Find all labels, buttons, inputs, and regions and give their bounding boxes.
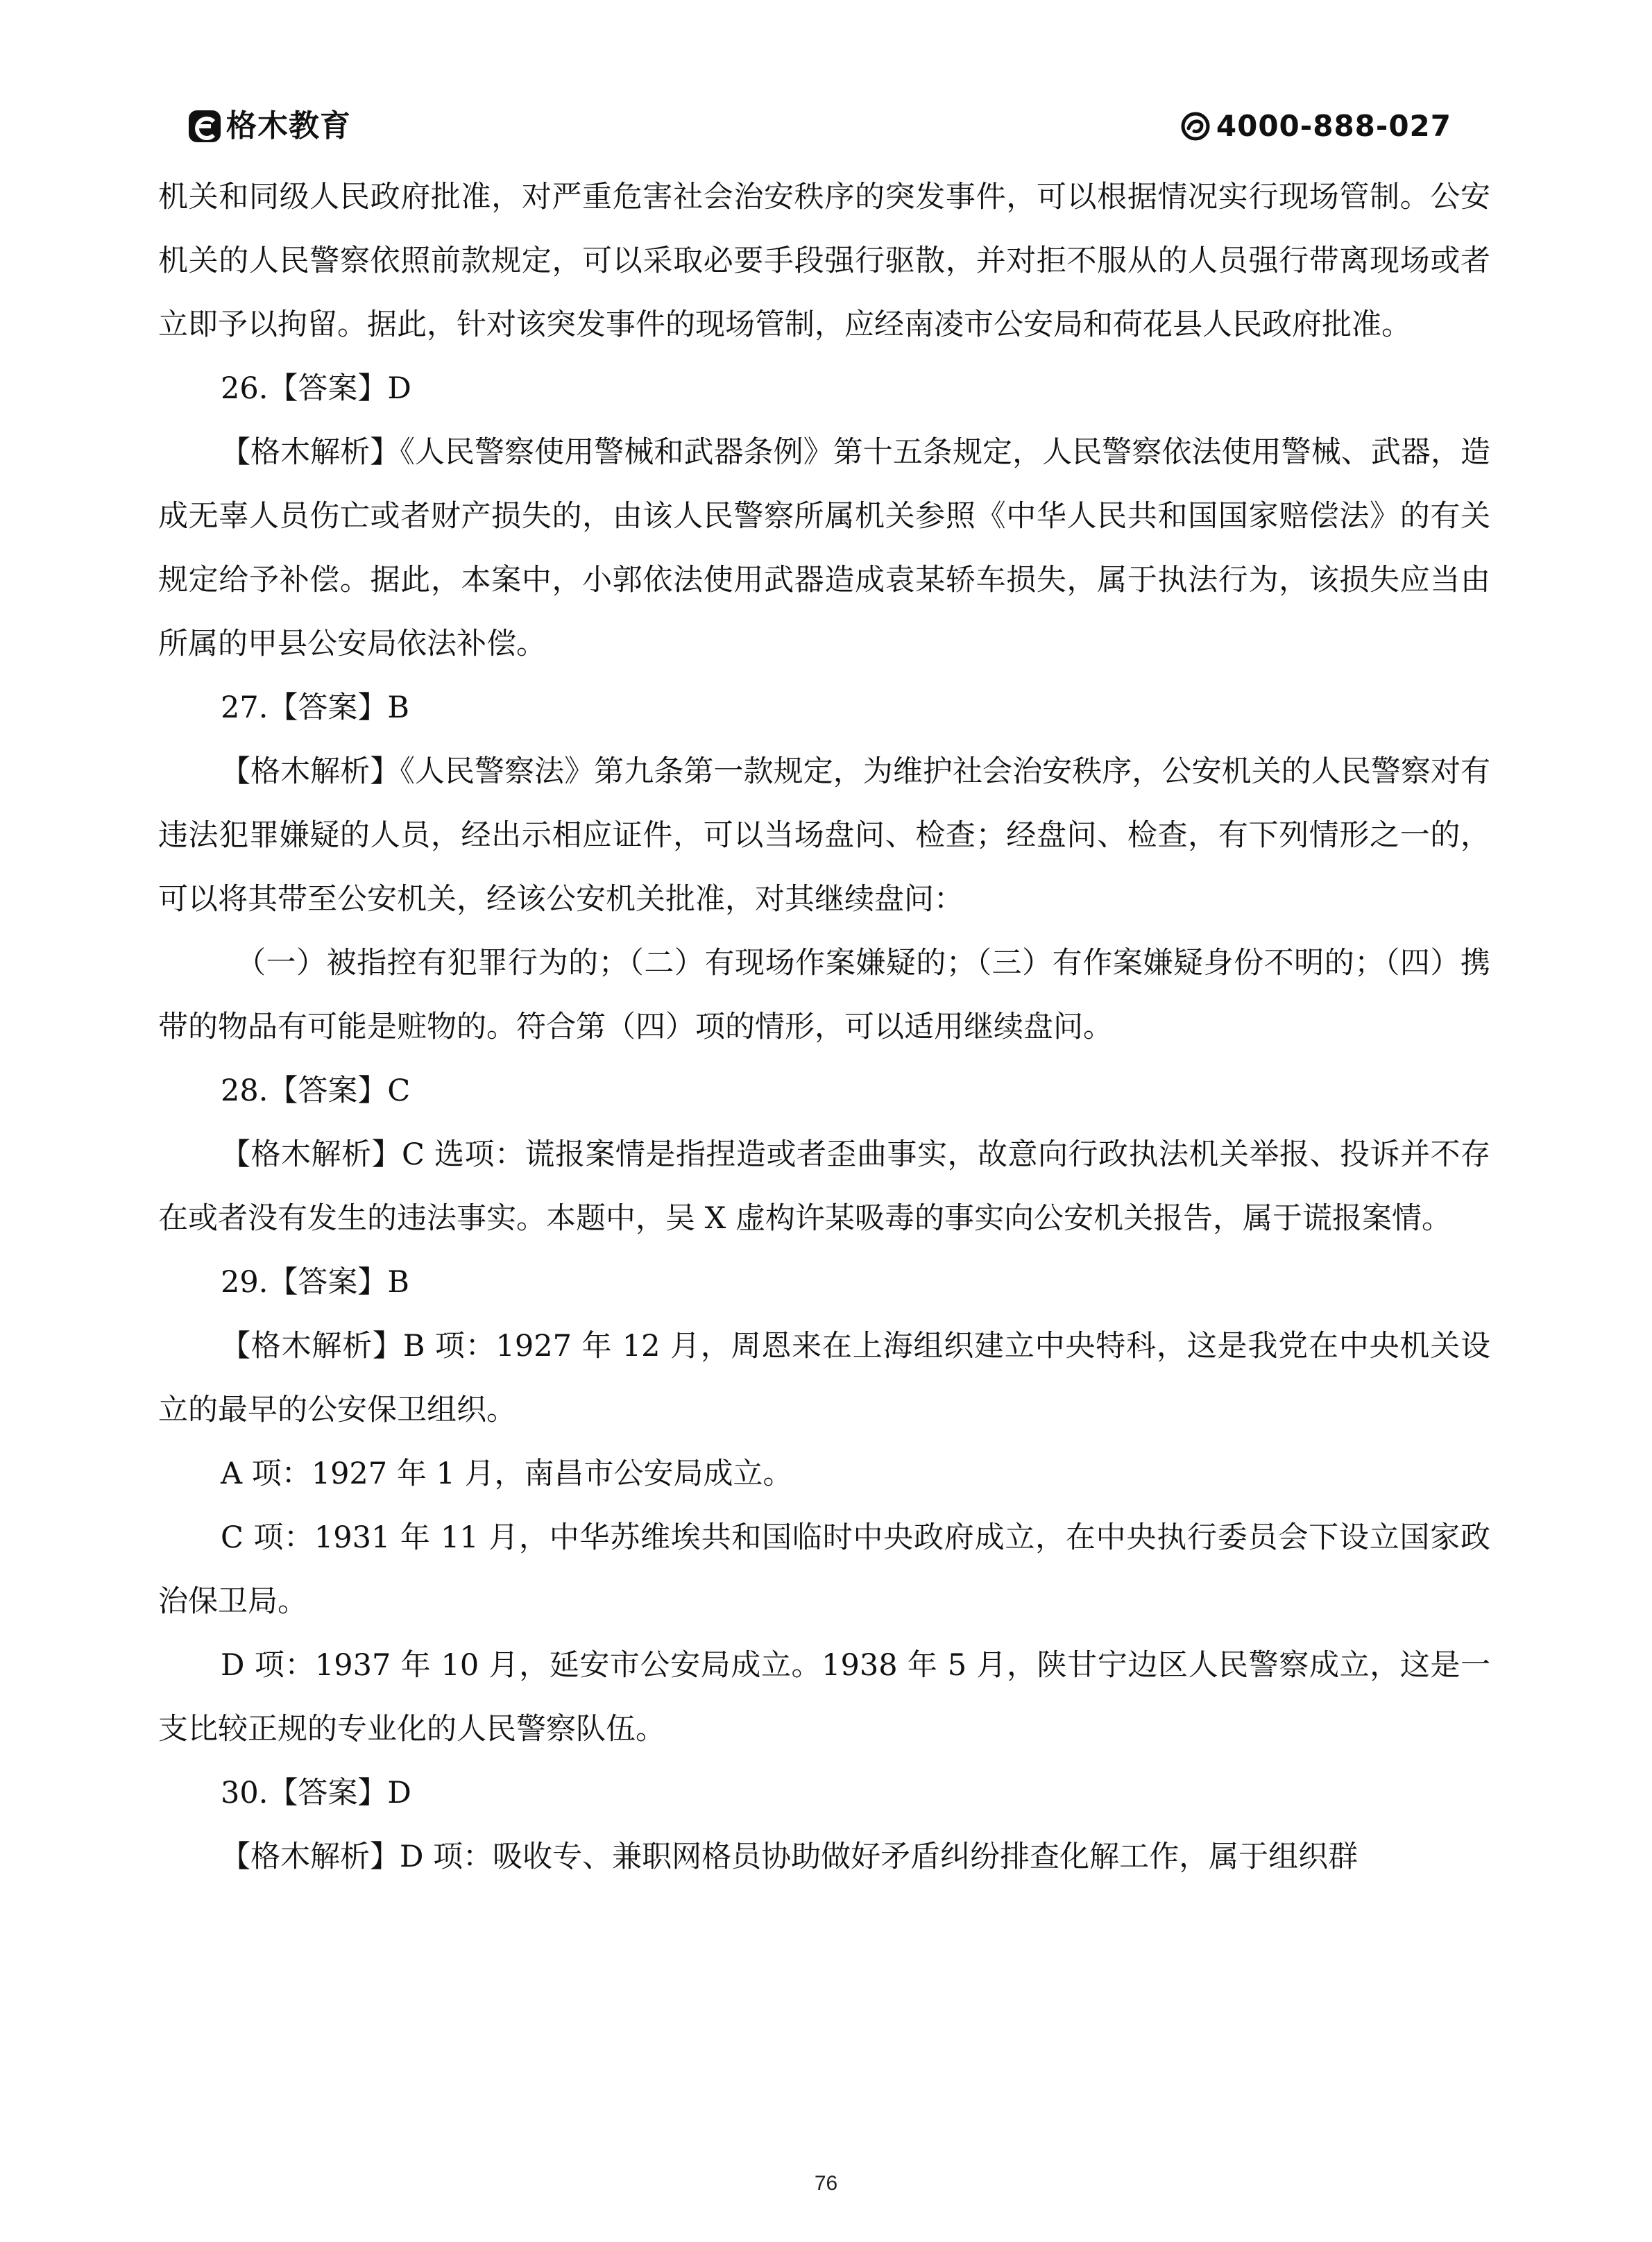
- answer-30: 30.【答案】D: [221, 1776, 411, 1810]
- hotline-number: 4000-888-027: [1216, 109, 1451, 143]
- analysis-27-list: （一）被指控有犯罪行为的；（二）有现场作案嫌疑的；（三）有作案嫌疑身份不明的；（四）携带的物品有可能是赃物的。符合第（四）项的情形，可以适用继续盘问。: [158, 946, 1490, 1044]
- analysis-26: 【格木解析】《人民警察使用警械和武器条例》第十五条规定，人民警察依法使用警械、武器，造成无辜人员伤亡或者财产损失的，由该人民警察所属机关参照《中华人民共和国国家赔偿法》的有关规定给予补偿。据此，本案中，小郭依法使用武器造成袁某轿车损失，属于执法行为，该损失应当由所属的甲县公安局依法补偿。: [158, 435, 1490, 661]
- analysis-29-option-d: D 项：1937 年 10 月，延安市公安局成立。1938 年 5 月，陕甘宁边区人民警察成立，这是一支比较正规的专业化的人民警察队伍。: [158, 1648, 1490, 1747]
- answer-27: 27.【答案】B: [221, 690, 409, 725]
- hotline: [1180, 104, 1451, 148]
- brand-name: 格木教育: [226, 108, 351, 144]
- page-header: [189, 104, 1458, 148]
- analysis-30: 【格木解析】D 项：吸收专、兼职网格员协助做好矛盾纠纷排查化解工作，属于组织群: [221, 1840, 1359, 1874]
- analysis-29-option-a: A 项：1927 年 1 月，南昌市公安局成立。: [221, 1457, 793, 1491]
- paragraph-continued: 机关和同级人民政府批准，对严重危害社会治安秩序的突发事件，可以根据情况实行现场管制。公安机关的人民警察依照前款规定，可以采取必要手段强行驱散，并对拒不服从的人员强行带离现场或者立即予以拘留。据此，针对该突发事件的现场管制，应经南凌市公安局和荷花县人民政府批准。: [158, 180, 1490, 342]
- page-number: 76: [814, 2172, 838, 2195]
- analysis-27: 【格木解析】《人民警察法》第九条第一款规定，为维护社会治安秩序，公安机关的人民警察对有违法犯罪嫌疑的人员，经出示相应证件，可以当场盘问、检查；经盘问、检查，有下列情形之一的，可以将其带至公安机关，经该公安机关批准，对其继续盘问：: [158, 754, 1490, 917]
- analysis-29-option-c: C 项：1931 年 11 月，中华苏维埃共和国临时中央政府成立，在中央执行委员会下设立国家政治保卫局。: [158, 1520, 1490, 1619]
- answer-26: 26.【答案】D: [221, 371, 411, 406]
- answer-29: 29.【答案】B: [221, 1265, 409, 1300]
- phone-swirl-icon: [1180, 111, 1211, 142]
- brand-logo-icon: [189, 110, 221, 142]
- analysis-29: 【格木解析】B 项：1927 年 12 月，周恩来在上海组织建立中央特科，这是我党在中央机关设立的最早的公安保卫组织。: [158, 1329, 1490, 1427]
- document-body: [158, 165, 1490, 1889]
- analysis-28: 【格木解析】C 选项：谎报案情是指捏造或者歪曲事实，故意向行政执法机关举报、投诉并不存在或者没有发生的违法事实。本题中，吴 X 虚构许某吸毒的事实向公安机关报告，属于谎报案情。: [158, 1137, 1490, 1236]
- answer-28: 28.【答案】C: [221, 1073, 411, 1108]
- brand: [189, 104, 351, 148]
